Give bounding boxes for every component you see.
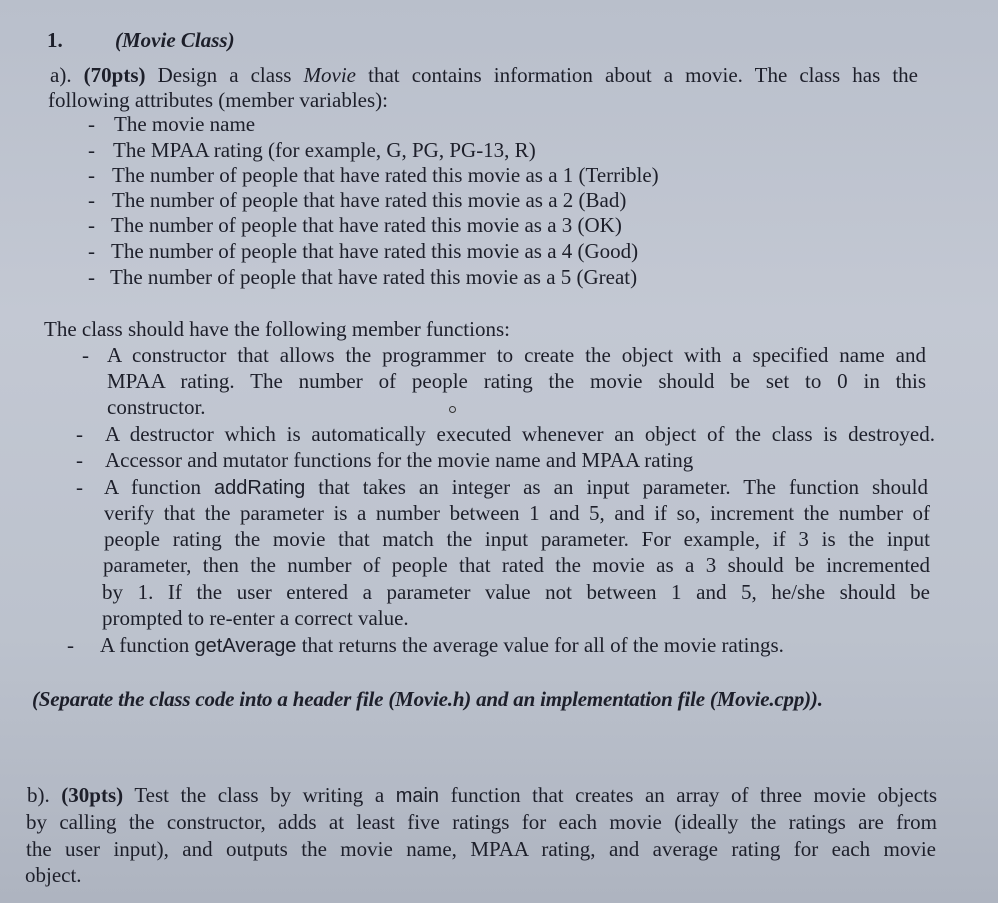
bullet-dash: - bbox=[88, 163, 95, 187]
bullet-dash: - bbox=[88, 265, 95, 289]
attribute-item: The movie name bbox=[114, 112, 256, 136]
question-title: (Movie Class) bbox=[115, 28, 235, 52]
bullet-dash: - bbox=[67, 633, 74, 657]
addrating-line4: parameter, then the number of people that rated the movie as a 3 should be incremented bbox=[103, 553, 930, 577]
attribute-item: The MPAA rating (for example, G, PG, PG-13, R) bbox=[113, 138, 536, 162]
bullet-dash: - bbox=[88, 138, 95, 162]
attribute-item: The number of people that have rated this movie as a 3 (OK) bbox=[111, 213, 622, 237]
constructor-line1: A constructor that allows the programmer to create the object with a specified name and bbox=[107, 343, 926, 367]
question-number: 1. bbox=[47, 28, 63, 52]
addrating-line1: A function addRating that takes an integer as an input parameter. The function should bbox=[104, 475, 928, 499]
addrating-line6: prompted to re-enter a correct value. bbox=[102, 606, 409, 630]
stray-mark bbox=[449, 406, 456, 413]
bullet-dash: - bbox=[88, 213, 95, 237]
part-a-intro-line2: following attributes (member variables): bbox=[48, 88, 388, 112]
part-b-line1: b). (30pts) Test the class by writing a main function that creates an array of three movie objects bbox=[27, 783, 938, 807]
attribute-item: The number of people that have rated this movie as a 5 (Great) bbox=[110, 265, 638, 289]
bullet-dash: - bbox=[88, 112, 95, 136]
bullet-dash: - bbox=[88, 239, 95, 263]
addrating-line5: by 1. If the user entered a parameter value not between 1 and 5, he/she should be bbox=[102, 580, 930, 604]
attribute-item: The number of people that have rated this movie as a 2 (Bad) bbox=[112, 188, 627, 212]
bullet-dash: - bbox=[76, 448, 83, 472]
addrating-line3: people rating the movie that match the input parameter. For example, if 3 is the input bbox=[104, 527, 930, 551]
bullet-dash: - bbox=[76, 422, 83, 446]
separate-files-note: (Separate the class code into a header file (Movie.h) and an implementation file (Movie.cpp)). bbox=[32, 687, 823, 711]
part-b-line4: object. bbox=[25, 863, 82, 887]
bullet-dash: - bbox=[82, 343, 89, 367]
attribute-item: The number of people that have rated this movie as a 4 (Good) bbox=[111, 239, 639, 263]
getaverage-line: A function getAverage that returns the average value for all of the movie ratings. bbox=[100, 633, 784, 657]
part-b-line2: by calling the constructor, adds at least five ratings for each movie (ideally the ratings are from bbox=[26, 810, 937, 834]
constructor-line3: constructor. bbox=[107, 395, 206, 419]
accessor-line: Accessor and mutator functions for the movie name and MPAA rating bbox=[105, 448, 694, 472]
addrating-line2: verify that the parameter is a number between 1 and 5, and if so, increment the number of bbox=[104, 501, 930, 525]
destructor-line: A destructor which is automatically executed whenever an object of the class is destroyed. bbox=[105, 422, 935, 446]
bullet-dash: - bbox=[88, 188, 95, 212]
bullet-dash: - bbox=[76, 475, 83, 499]
constructor-line2: MPAA rating. The number of people rating the movie should be set to 0 in this bbox=[107, 369, 926, 393]
attribute-item: The number of people that have rated this movie as a 1 (Terrible) bbox=[112, 163, 659, 187]
functions-heading: The class should have the following member functions: bbox=[44, 317, 510, 341]
part-b-line3: the user input), and outputs the movie name, MPAA rating, and average rating for each movie bbox=[26, 837, 936, 861]
part-a-intro-line1: a). (70pts) Design a class Movie that contains information about a movie. The class has the bbox=[50, 63, 919, 87]
